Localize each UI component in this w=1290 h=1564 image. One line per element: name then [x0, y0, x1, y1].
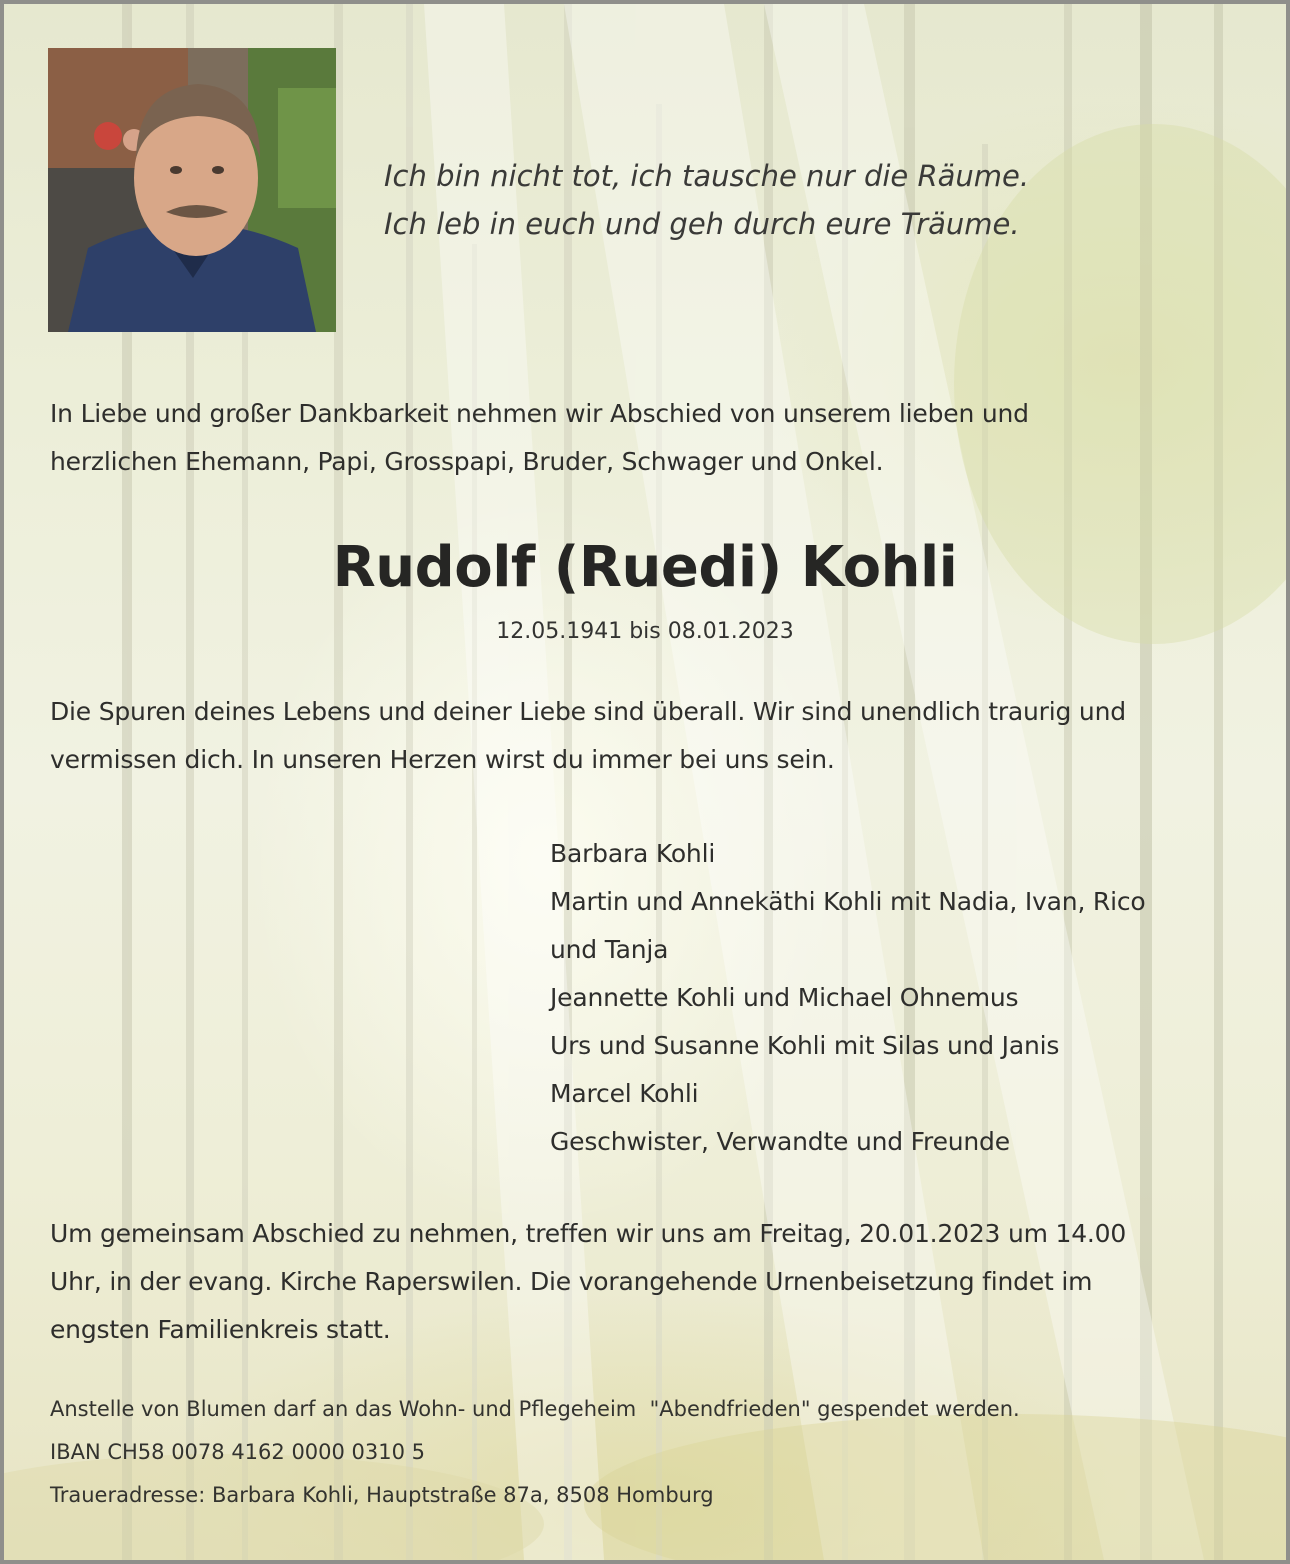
motto-quote	[384, 152, 1244, 248]
donation-note: Anstelle von Blumen darf an das Wohn- und Pflegeheim "Abendfrieden" gespendet werden.	[50, 1397, 1020, 1421]
list-item: und Tanja	[550, 935, 669, 964]
motto-line-2: Ich leb in euch und geh durch eure Träume.	[384, 207, 1020, 241]
mourners-list	[550, 830, 1146, 1166]
intro-line-1: In Liebe und großer Dankbarkeit nehmen wir Abschied von unserem lieben und	[50, 399, 1029, 428]
service-line-2: Uhr, in der evang. Kirche Raperswilen. Die vorangehende Urnenbeisetzung findet im	[50, 1267, 1093, 1296]
list-item: Geschwister, Verwandte und Freunde	[550, 1127, 1010, 1156]
list-item: Barbara Kohli	[550, 839, 716, 868]
tribute-paragraph	[50, 688, 1126, 784]
list-item: Marcel Kohli	[550, 1079, 699, 1108]
service-line-3: engsten Familienkreis statt.	[50, 1315, 391, 1344]
mourning-address: Traueradresse: Barbara Kohli, Hauptstraße 87a, 8508 Homburg	[50, 1483, 714, 1507]
intro-line-2: herzlichen Ehemann, Papi, Grosspapi, Bruder, Schwager und Onkel.	[50, 447, 884, 476]
tribute-line-1: Die Spuren deines Lebens und deiner Liebe sind überall. Wir sind unendlich traurig und	[50, 697, 1126, 726]
service-paragraph	[50, 1210, 1126, 1354]
life-dates: 12.05.1941 bis 08.01.2023	[496, 619, 794, 644]
intro-paragraph	[50, 390, 1029, 486]
iban-line: IBAN CH58 0078 4162 0000 0310 5	[50, 1440, 426, 1464]
portrait-icon	[48, 48, 336, 332]
list-item: Urs und Susanne Kohli mit Silas und Janis	[550, 1031, 1060, 1060]
service-line-1: Um gemeinsam Abschied zu nehmen, treffen wir uns am Freitag, 20.01.2023 um 14.00	[50, 1219, 1127, 1248]
motto-line-1: Ich bin nicht tot, ich tausche nur die Räume.	[384, 159, 1030, 193]
footer-notes	[50, 1388, 1020, 1517]
list-item: Jeannette Kohli und Michael Ohnemus	[550, 983, 1019, 1012]
deceased-name: Rudolf (Ruedi) Kohli	[332, 535, 958, 600]
tribute-line-2: vermissen dich. In unseren Herzen wirst du immer bei uns sein.	[50, 745, 835, 774]
list-item: Martin und Annekäthi Kohli mit Nadia, Ivan, Rico	[550, 887, 1146, 916]
portrait-photo	[48, 48, 336, 332]
